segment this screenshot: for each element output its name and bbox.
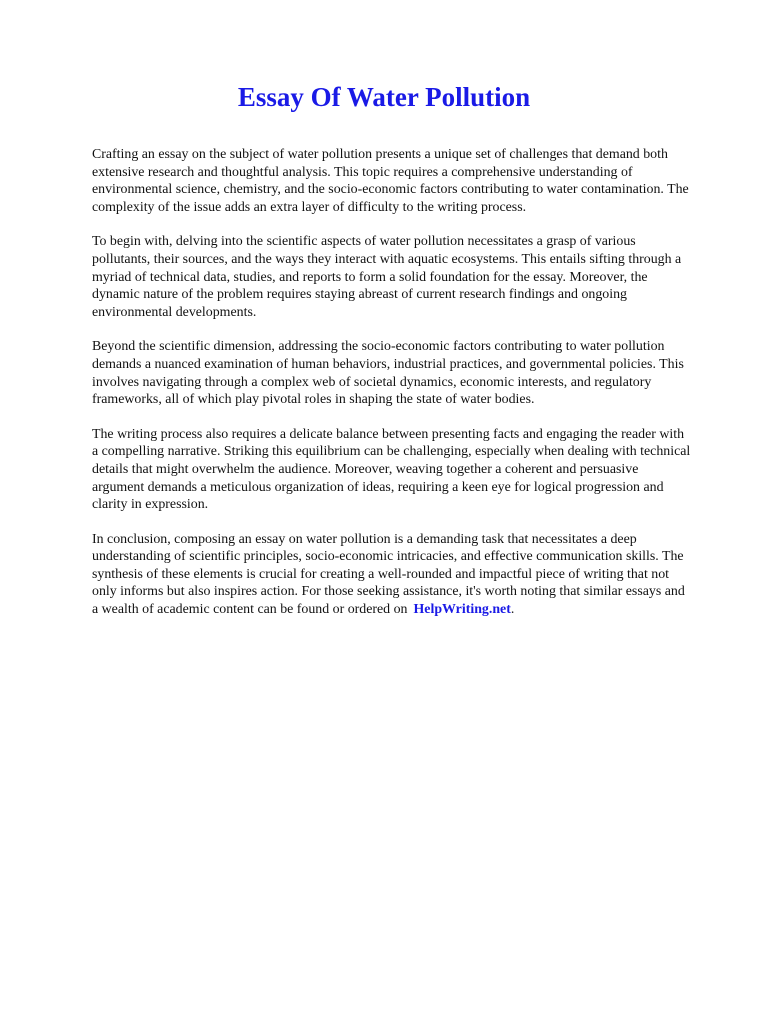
conclusion-text: In conclusion, composing an essay on water pollution is a demanding task that necessitates a deep understanding of scientific principles, socio-economic intricacies, and effective communication skills. The synthesis of these elements is crucial for creating a well-rounded and impactful piece of writing that not only informs but also inspires action. For those seeking assistance, it's worth noting that similar essays and a wealth of academic content can be found or ordered on bbox=[92, 531, 685, 618]
conclusion-period: . bbox=[510, 602, 515, 618]
paragraph-4: The writing process also requires a delicate balance between presenting facts and engaging the reader with a compelling narrative. Striking this equilibrium can be challenging, especially when dealing with technical details that might overwhelm the audience. Moreover, weaving together a coherent and persuasive argument demands a meticulous organization of ideas, requiring a keen eye for logical progression and clarity in expression. bbox=[92, 426, 691, 513]
document-body bbox=[92, 146, 692, 636]
document-title: Essay Of Water Pollution bbox=[237, 82, 531, 112]
helpwriting-link[interactable]: HelpWriting.net bbox=[413, 602, 511, 618]
paragraph-3: Beyond the scientific dimension, addressing the socio-economic factors contributing to water pollution demands a nuanced examination of human behaviors, industrial practices, and governmental policies. This involves navigating through a complex web of societal dynamics, economic interests, and regulatory frameworks, all of which play pivotal roles in shaping the state of water bodies. bbox=[92, 339, 684, 408]
paragraph-conclusion bbox=[92, 531, 692, 619]
paragraph-1: Crafting an essay on the subject of water pollution presents a unique set of challenges that demand both extensive research and thoughtful analysis. This topic requires a comprehensive understanding of environmental science, chemistry, and the socio-economic factors contributing to water contamination. The complexity of the issue adds an extra layer of difficulty to the writing process. bbox=[92, 147, 689, 215]
paragraph-2: To begin with, delving into the scientific aspects of water pollution necessitates a grasp of various pollutants, their sources, and the ways they interact with aquatic ecosystems. This entails sifting through a myriad of technical data, studies, and reports to form a solid foundation for the essay. Moreover, the dynamic nature of the problem requires staying abreast of current research findings and ongoing environmental developments. bbox=[92, 234, 682, 320]
